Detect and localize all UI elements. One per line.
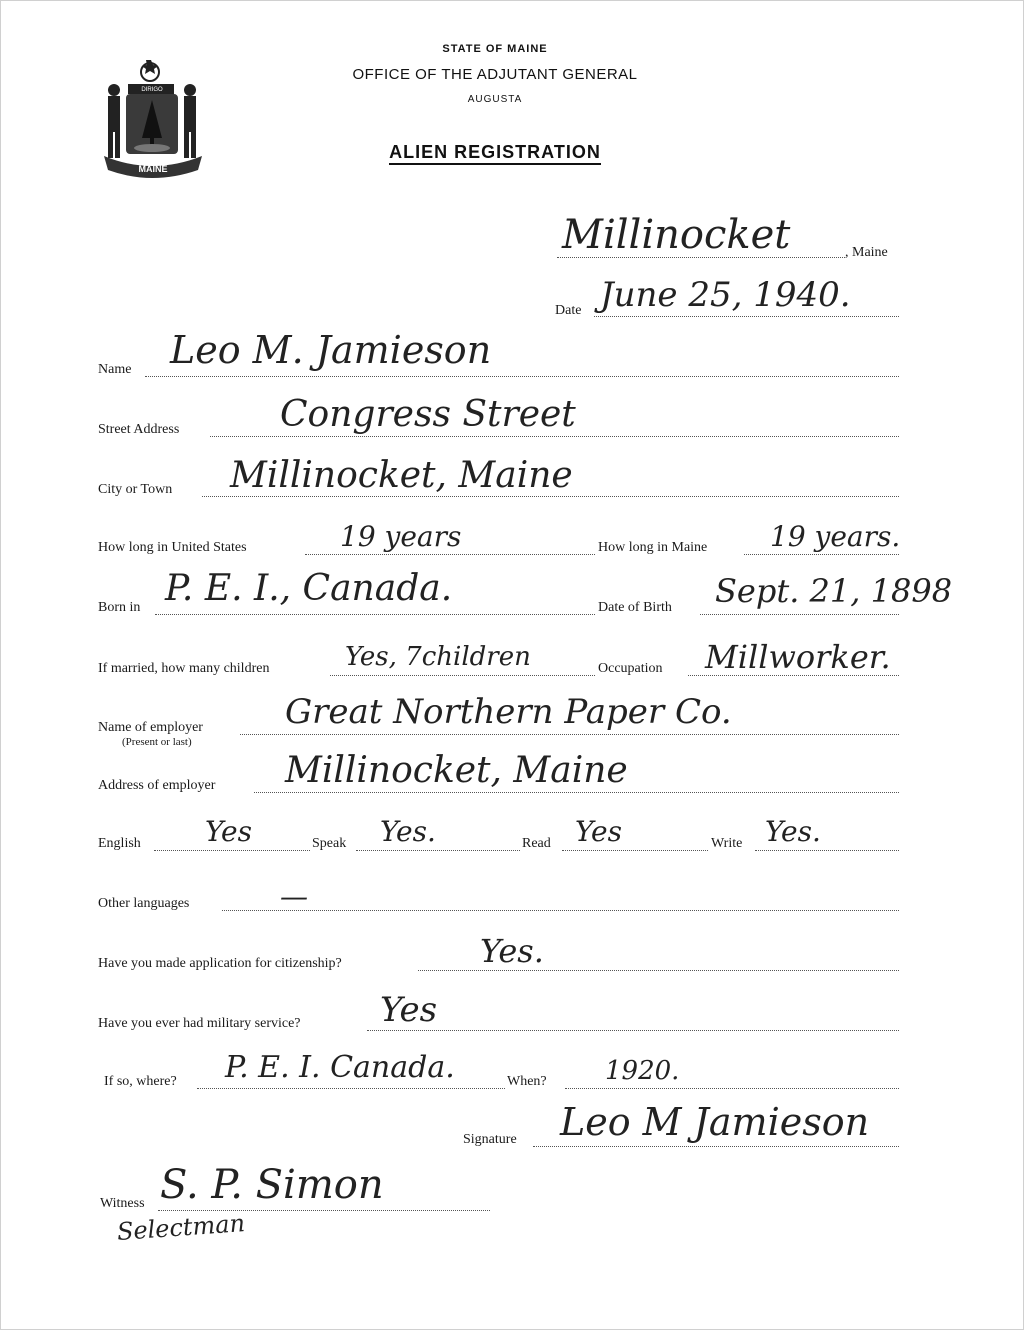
city-label: City or Town <box>98 482 173 497</box>
place-suffix: , Maine <box>845 245 888 260</box>
street-line <box>210 436 899 437</box>
city-line <box>202 496 899 497</box>
maine-duration-line <box>744 554 899 555</box>
citizenship-label: Have you made application for citizenship? <box>98 956 342 971</box>
english-value: Yes <box>205 815 252 848</box>
us-duration-label: How long in United States <box>98 540 247 555</box>
header-state: STATE OF MAINE <box>442 43 548 55</box>
header-city: AUGUSTA <box>467 94 523 105</box>
married-line <box>330 675 595 676</box>
maine-duration-label: How long in Maine <box>598 540 708 555</box>
where-line <box>197 1088 505 1089</box>
name-label: Name <box>98 362 132 377</box>
maine-duration-value: 19 years. <box>770 520 901 553</box>
street-label: Street Address <box>98 422 180 437</box>
name-value: Leo M. Jamieson <box>170 328 492 372</box>
signature-value: Leo M Jamieson <box>560 1100 870 1144</box>
married-value: Yes, 7children <box>345 642 531 672</box>
citizenship-line <box>418 970 899 971</box>
dob-label: Date of Birth <box>598 600 672 615</box>
name-line <box>145 376 899 377</box>
where-label: If so, where? <box>104 1074 177 1089</box>
when-line <box>565 1088 899 1089</box>
employer-address-line <box>254 792 899 793</box>
witness-value: S. P. Simon <box>160 1162 384 1208</box>
witness-title: Selectman <box>116 1209 246 1246</box>
dob-line <box>700 614 899 615</box>
write-line <box>755 850 899 851</box>
military-label: Have you ever had military service? <box>98 1016 301 1031</box>
dob-value: Sept. 21, 1898 <box>715 572 953 610</box>
header-office: OFFICE OF THE ADJUTANT GENERAL <box>352 66 638 83</box>
witness-label: Witness <box>100 1196 145 1211</box>
born-value: P. E. I., Canada. <box>165 568 453 609</box>
other-languages-line <box>222 910 899 911</box>
read-label: Read <box>522 836 551 851</box>
employer-line <box>240 734 899 735</box>
us-duration-value: 19 years <box>340 520 462 553</box>
date-value: June 25, 1940. <box>600 275 851 315</box>
other-languages-label: Other languages <box>98 896 190 911</box>
other-languages-value: — <box>280 880 308 913</box>
citizenship-value: Yes. <box>480 932 544 970</box>
employer-address-label: Address of employer <box>98 778 216 793</box>
write-value: Yes. <box>765 815 821 848</box>
form-title <box>300 142 690 163</box>
born-line <box>155 614 595 615</box>
occupation-label: Occupation <box>598 661 663 676</box>
when-label: When? <box>507 1074 547 1089</box>
employer-label: Name of employer <box>98 720 203 735</box>
when-value: 1920. <box>605 1056 680 1086</box>
read-line <box>562 850 708 851</box>
read-value: Yes <box>575 815 622 848</box>
date-line <box>594 316 899 317</box>
born-label: Born in <box>98 600 141 615</box>
street-value: Congress Street <box>280 394 576 435</box>
form-title-text: ALIEN REGISTRATION <box>389 142 601 165</box>
speak-label: Speak <box>312 836 347 851</box>
military-value: Yes <box>380 990 438 1030</box>
where-value: P. E. I. Canada. <box>225 1050 455 1085</box>
english-line <box>154 850 310 851</box>
city-value: Millinocket, Maine <box>230 455 573 496</box>
date-label: Date <box>555 303 582 318</box>
speak-line <box>356 850 520 851</box>
us-duration-line <box>305 554 595 555</box>
signature-line <box>533 1146 899 1147</box>
employer-address-value: Millinocket, Maine <box>285 750 628 791</box>
employer-value: Great Northern Paper Co. <box>285 692 732 732</box>
english-label: English <box>98 836 141 851</box>
signature-label: Signature <box>463 1132 517 1147</box>
military-line <box>367 1030 899 1031</box>
place-value: Millinocket <box>562 212 791 258</box>
speak-value: Yes. <box>380 815 436 848</box>
write-label: Write <box>711 836 743 851</box>
employer-sublabel: (Present or last) <box>122 736 192 748</box>
married-label: If married, how many children <box>98 661 270 676</box>
occupation-value: Millworker. <box>705 638 891 676</box>
seal-banner-text: MAINE <box>138 164 168 174</box>
maine-state-seal <box>98 58 208 183</box>
seal-motto-text: DIRIGO <box>141 87 163 93</box>
